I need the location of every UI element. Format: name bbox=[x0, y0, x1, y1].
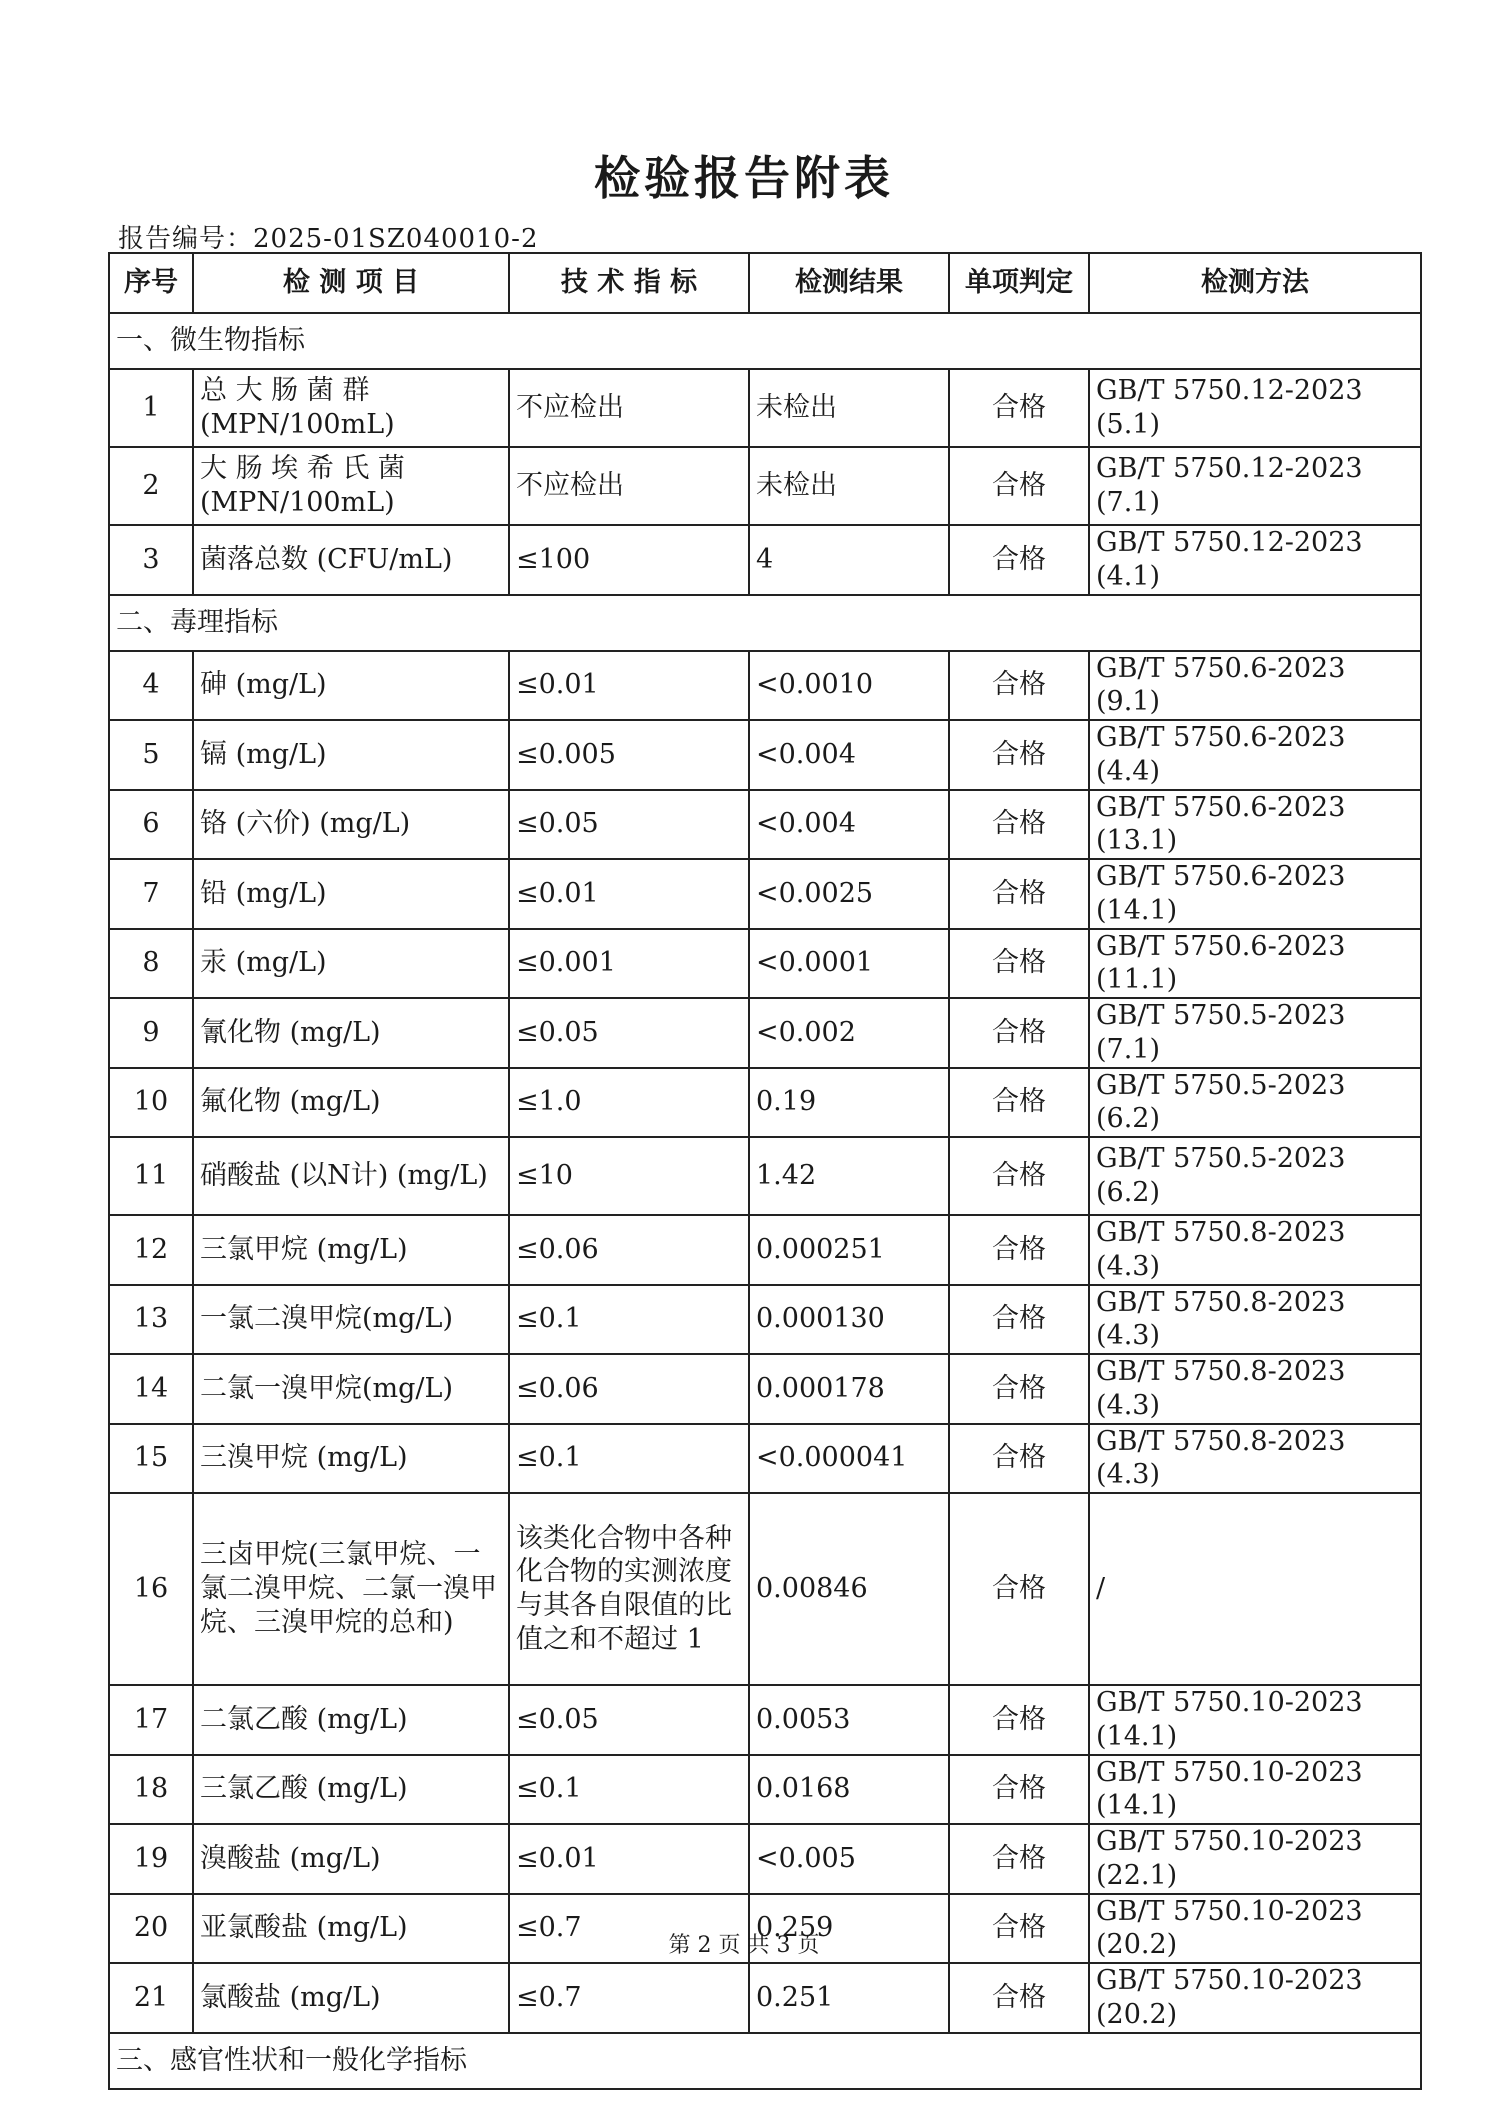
row-spec: ≤1.0 bbox=[509, 1068, 749, 1138]
row-spec: ≤0.06 bbox=[509, 1354, 749, 1424]
row-no: 13 bbox=[109, 1285, 193, 1355]
header-spec: 技 术 指 标 bbox=[509, 253, 749, 313]
row-method: GB/T 5750.8-2023 (4.3) bbox=[1089, 1424, 1421, 1494]
section-title: 二、毒理指标 bbox=[109, 595, 1421, 651]
row-spec: ≤0.06 bbox=[509, 1215, 749, 1285]
row-method: / bbox=[1089, 1493, 1421, 1685]
table-row bbox=[109, 651, 1421, 721]
row-judgement: 合格 bbox=[949, 1685, 1089, 1755]
row-spec: ≤0.001 bbox=[509, 929, 749, 999]
row-result: <0.0025 bbox=[749, 859, 949, 929]
row-judgement: 合格 bbox=[949, 1354, 1089, 1424]
row-spec: ≤0.01 bbox=[509, 859, 749, 929]
row-item: 氟化物 (mg/L) bbox=[193, 1068, 509, 1138]
table-row bbox=[109, 1137, 1421, 1215]
row-item: 总 大 肠 菌 群 (MPN/100mL) bbox=[193, 369, 509, 447]
row-result: <0.004 bbox=[749, 790, 949, 860]
section-title: 一、微生物指标 bbox=[109, 313, 1421, 369]
table-row bbox=[109, 447, 1421, 525]
table-row bbox=[109, 998, 1421, 1068]
row-judgement: 合格 bbox=[949, 1068, 1089, 1138]
row-item: 大 肠 埃 希 氏 菌 (MPN/100mL) bbox=[193, 447, 509, 525]
row-no: 19 bbox=[109, 1824, 193, 1894]
row-spec: ≤0.1 bbox=[509, 1285, 749, 1355]
row-no: 14 bbox=[109, 1354, 193, 1424]
row-method: GB/T 5750.12-2023 (5.1) bbox=[1089, 369, 1421, 447]
row-judgement: 合格 bbox=[949, 1824, 1089, 1894]
row-method: GB/T 5750.8-2023 (4.3) bbox=[1089, 1215, 1421, 1285]
row-no: 5 bbox=[109, 720, 193, 790]
table-row bbox=[109, 1493, 1421, 1685]
row-spec: 不应检出 bbox=[509, 369, 749, 447]
header-result: 检测结果 bbox=[749, 253, 949, 313]
row-result: 0.259 bbox=[749, 1894, 949, 1964]
row-result: 0.000130 bbox=[749, 1285, 949, 1355]
table-header-row bbox=[109, 253, 1421, 313]
row-result: 0.251 bbox=[749, 1963, 949, 2033]
row-spec: ≤100 bbox=[509, 525, 749, 595]
row-no: 4 bbox=[109, 651, 193, 721]
row-judgement: 合格 bbox=[949, 720, 1089, 790]
row-spec: ≤0.7 bbox=[509, 1894, 749, 1964]
section-row bbox=[109, 595, 1421, 651]
row-result: 1.42 bbox=[749, 1137, 949, 1215]
row-no: 9 bbox=[109, 998, 193, 1068]
row-result: <0.005 bbox=[749, 1824, 949, 1894]
row-judgement: 合格 bbox=[949, 369, 1089, 447]
row-method: GB/T 5750.6-2023 (13.1) bbox=[1089, 790, 1421, 860]
row-no: 15 bbox=[109, 1424, 193, 1494]
row-result: 0.0168 bbox=[749, 1755, 949, 1825]
section-row bbox=[109, 313, 1421, 369]
row-spec: ≤0.1 bbox=[509, 1424, 749, 1494]
row-method: GB/T 5750.6-2023 (11.1) bbox=[1089, 929, 1421, 999]
row-result: <0.0001 bbox=[749, 929, 949, 999]
table-row bbox=[109, 790, 1421, 860]
row-item: 溴酸盐 (mg/L) bbox=[193, 1824, 509, 1894]
row-item: 二氯一溴甲烷(mg/L) bbox=[193, 1354, 509, 1424]
section-title: 三、感官性状和一般化学指标 bbox=[109, 2033, 1421, 2089]
header-item: 检 测 项 目 bbox=[193, 253, 509, 313]
row-method: GB/T 5750.8-2023 (4.3) bbox=[1089, 1354, 1421, 1424]
section-row bbox=[109, 2033, 1421, 2089]
row-result: <0.004 bbox=[749, 720, 949, 790]
row-no: 12 bbox=[109, 1215, 193, 1285]
row-result: 0.000251 bbox=[749, 1215, 949, 1285]
table-row bbox=[109, 1424, 1421, 1494]
row-result: 0.000178 bbox=[749, 1354, 949, 1424]
row-judgement: 合格 bbox=[949, 1285, 1089, 1355]
row-spec: ≤0.005 bbox=[509, 720, 749, 790]
table-row bbox=[109, 1215, 1421, 1285]
row-method: GB/T 5750.5-2023 (6.2) bbox=[1089, 1137, 1421, 1215]
row-result: 0.00846 bbox=[749, 1493, 949, 1685]
row-no: 3 bbox=[109, 525, 193, 595]
row-judgement: 合格 bbox=[949, 1894, 1089, 1964]
row-no: 6 bbox=[109, 790, 193, 860]
row-no: 11 bbox=[109, 1137, 193, 1215]
row-spec: ≤0.05 bbox=[509, 790, 749, 860]
page-footer: 第 2 页 共 3 页 bbox=[668, 1933, 820, 1958]
row-no: 21 bbox=[109, 1963, 193, 2033]
row-judgement: 合格 bbox=[949, 1137, 1089, 1215]
table-row bbox=[109, 720, 1421, 790]
row-no: 10 bbox=[109, 1068, 193, 1138]
row-item: 氰化物 (mg/L) bbox=[193, 998, 509, 1068]
table-row bbox=[109, 525, 1421, 595]
row-result: <0.000041 bbox=[749, 1424, 949, 1494]
row-result: <0.0010 bbox=[749, 651, 949, 721]
row-judgement: 合格 bbox=[949, 525, 1089, 595]
row-method: GB/T 5750.6-2023 (9.1) bbox=[1089, 651, 1421, 721]
row-no: 2 bbox=[109, 447, 193, 525]
row-spec: 该类化合物中各种化合物的实测浓度与其各自限值的比值之和不超过 1 bbox=[509, 1493, 749, 1685]
row-method: GB/T 5750.5-2023 (7.1) bbox=[1089, 998, 1421, 1068]
row-judgement: 合格 bbox=[949, 929, 1089, 999]
row-no: 1 bbox=[109, 369, 193, 447]
row-result: 未检出 bbox=[749, 369, 949, 447]
row-method: GB/T 5750.10-2023 (20.2) bbox=[1089, 1963, 1421, 2033]
table-row bbox=[109, 1285, 1421, 1355]
row-spec: ≤0.05 bbox=[509, 1685, 749, 1755]
row-judgement: 合格 bbox=[949, 1755, 1089, 1825]
row-spec: ≤0.05 bbox=[509, 998, 749, 1068]
row-method: GB/T 5750.6-2023 (4.4) bbox=[1089, 720, 1421, 790]
row-item: 氯酸盐 (mg/L) bbox=[193, 1963, 509, 2033]
row-method: GB/T 5750.12-2023 (4.1) bbox=[1089, 525, 1421, 595]
row-item: 三卤甲烷(三氯甲烷、一氯二溴甲烷、二氯一溴甲烷、三溴甲烷的总和) bbox=[193, 1493, 509, 1685]
row-spec: ≤0.01 bbox=[509, 1824, 749, 1894]
row-method: GB/T 5750.10-2023 (14.1) bbox=[1089, 1685, 1421, 1755]
table-row bbox=[109, 1068, 1421, 1138]
row-no: 20 bbox=[109, 1894, 193, 1964]
row-spec: ≤0.7 bbox=[509, 1963, 749, 2033]
header-method: 检测方法 bbox=[1089, 253, 1421, 313]
row-judgement: 合格 bbox=[949, 651, 1089, 721]
row-item: 三氯乙酸 (mg/L) bbox=[193, 1755, 509, 1825]
results-table bbox=[108, 252, 1422, 2090]
row-spec: ≤0.1 bbox=[509, 1755, 749, 1825]
table-row bbox=[109, 1354, 1421, 1424]
row-no: 17 bbox=[109, 1685, 193, 1755]
row-no: 16 bbox=[109, 1493, 193, 1685]
row-item: 砷 (mg/L) bbox=[193, 651, 509, 721]
row-judgement: 合格 bbox=[949, 1424, 1089, 1494]
row-item: 菌落总数 (CFU/mL) bbox=[193, 525, 509, 595]
row-item: 三氯甲烷 (mg/L) bbox=[193, 1215, 509, 1285]
report-number: 报告编号：2025-01SZ040010-2 bbox=[118, 224, 539, 254]
table-row bbox=[109, 1755, 1421, 1825]
row-method: GB/T 5750.10-2023 (22.1) bbox=[1089, 1824, 1421, 1894]
row-spec: ≤10 bbox=[509, 1137, 749, 1215]
row-result: 4 bbox=[749, 525, 949, 595]
row-result: 0.0053 bbox=[749, 1685, 949, 1755]
header-no: 序号 bbox=[109, 253, 193, 313]
table-row bbox=[109, 1824, 1421, 1894]
table-row bbox=[109, 929, 1421, 999]
row-judgement: 合格 bbox=[949, 447, 1089, 525]
row-item: 三溴甲烷 (mg/L) bbox=[193, 1424, 509, 1494]
row-method: GB/T 5750.6-2023 (14.1) bbox=[1089, 859, 1421, 929]
row-method: GB/T 5750.5-2023 (6.2) bbox=[1089, 1068, 1421, 1138]
row-result: 未检出 bbox=[749, 447, 949, 525]
row-judgement: 合格 bbox=[949, 790, 1089, 860]
row-judgement: 合格 bbox=[949, 1963, 1089, 2033]
header-judgement: 单项判定 bbox=[949, 253, 1089, 313]
row-judgement: 合格 bbox=[949, 1493, 1089, 1685]
row-method: GB/T 5750.8-2023 (4.3) bbox=[1089, 1285, 1421, 1355]
row-item: 二氯乙酸 (mg/L) bbox=[193, 1685, 509, 1755]
table-row bbox=[109, 369, 1421, 447]
table-row bbox=[109, 1963, 1421, 2033]
row-item: 硝酸盐 (以N计) (mg/L) bbox=[193, 1137, 509, 1215]
row-judgement: 合格 bbox=[949, 1215, 1089, 1285]
row-item: 镉 (mg/L) bbox=[193, 720, 509, 790]
row-no: 8 bbox=[109, 929, 193, 999]
row-item: 汞 (mg/L) bbox=[193, 929, 509, 999]
row-judgement: 合格 bbox=[949, 998, 1089, 1068]
row-no: 18 bbox=[109, 1755, 193, 1825]
row-no: 7 bbox=[109, 859, 193, 929]
row-item: 一氯二溴甲烷(mg/L) bbox=[193, 1285, 509, 1355]
row-spec: 不应检出 bbox=[509, 447, 749, 525]
row-item: 铅 (mg/L) bbox=[193, 859, 509, 929]
table-row bbox=[109, 859, 1421, 929]
row-method: GB/T 5750.10-2023 (20.2) bbox=[1089, 1894, 1421, 1964]
row-result: <0.002 bbox=[749, 998, 949, 1068]
row-method: GB/T 5750.10-2023 (14.1) bbox=[1089, 1755, 1421, 1825]
row-result: 0.19 bbox=[749, 1068, 949, 1138]
row-judgement: 合格 bbox=[949, 859, 1089, 929]
row-item: 亚氯酸盐 (mg/L) bbox=[193, 1894, 509, 1964]
row-method: GB/T 5750.12-2023 (7.1) bbox=[1089, 447, 1421, 525]
row-item: 铬 (六价) (mg/L) bbox=[193, 790, 509, 860]
document-title: 检验报告附表 bbox=[594, 151, 894, 205]
row-spec: ≤0.01 bbox=[509, 651, 749, 721]
table-row bbox=[109, 1685, 1421, 1755]
